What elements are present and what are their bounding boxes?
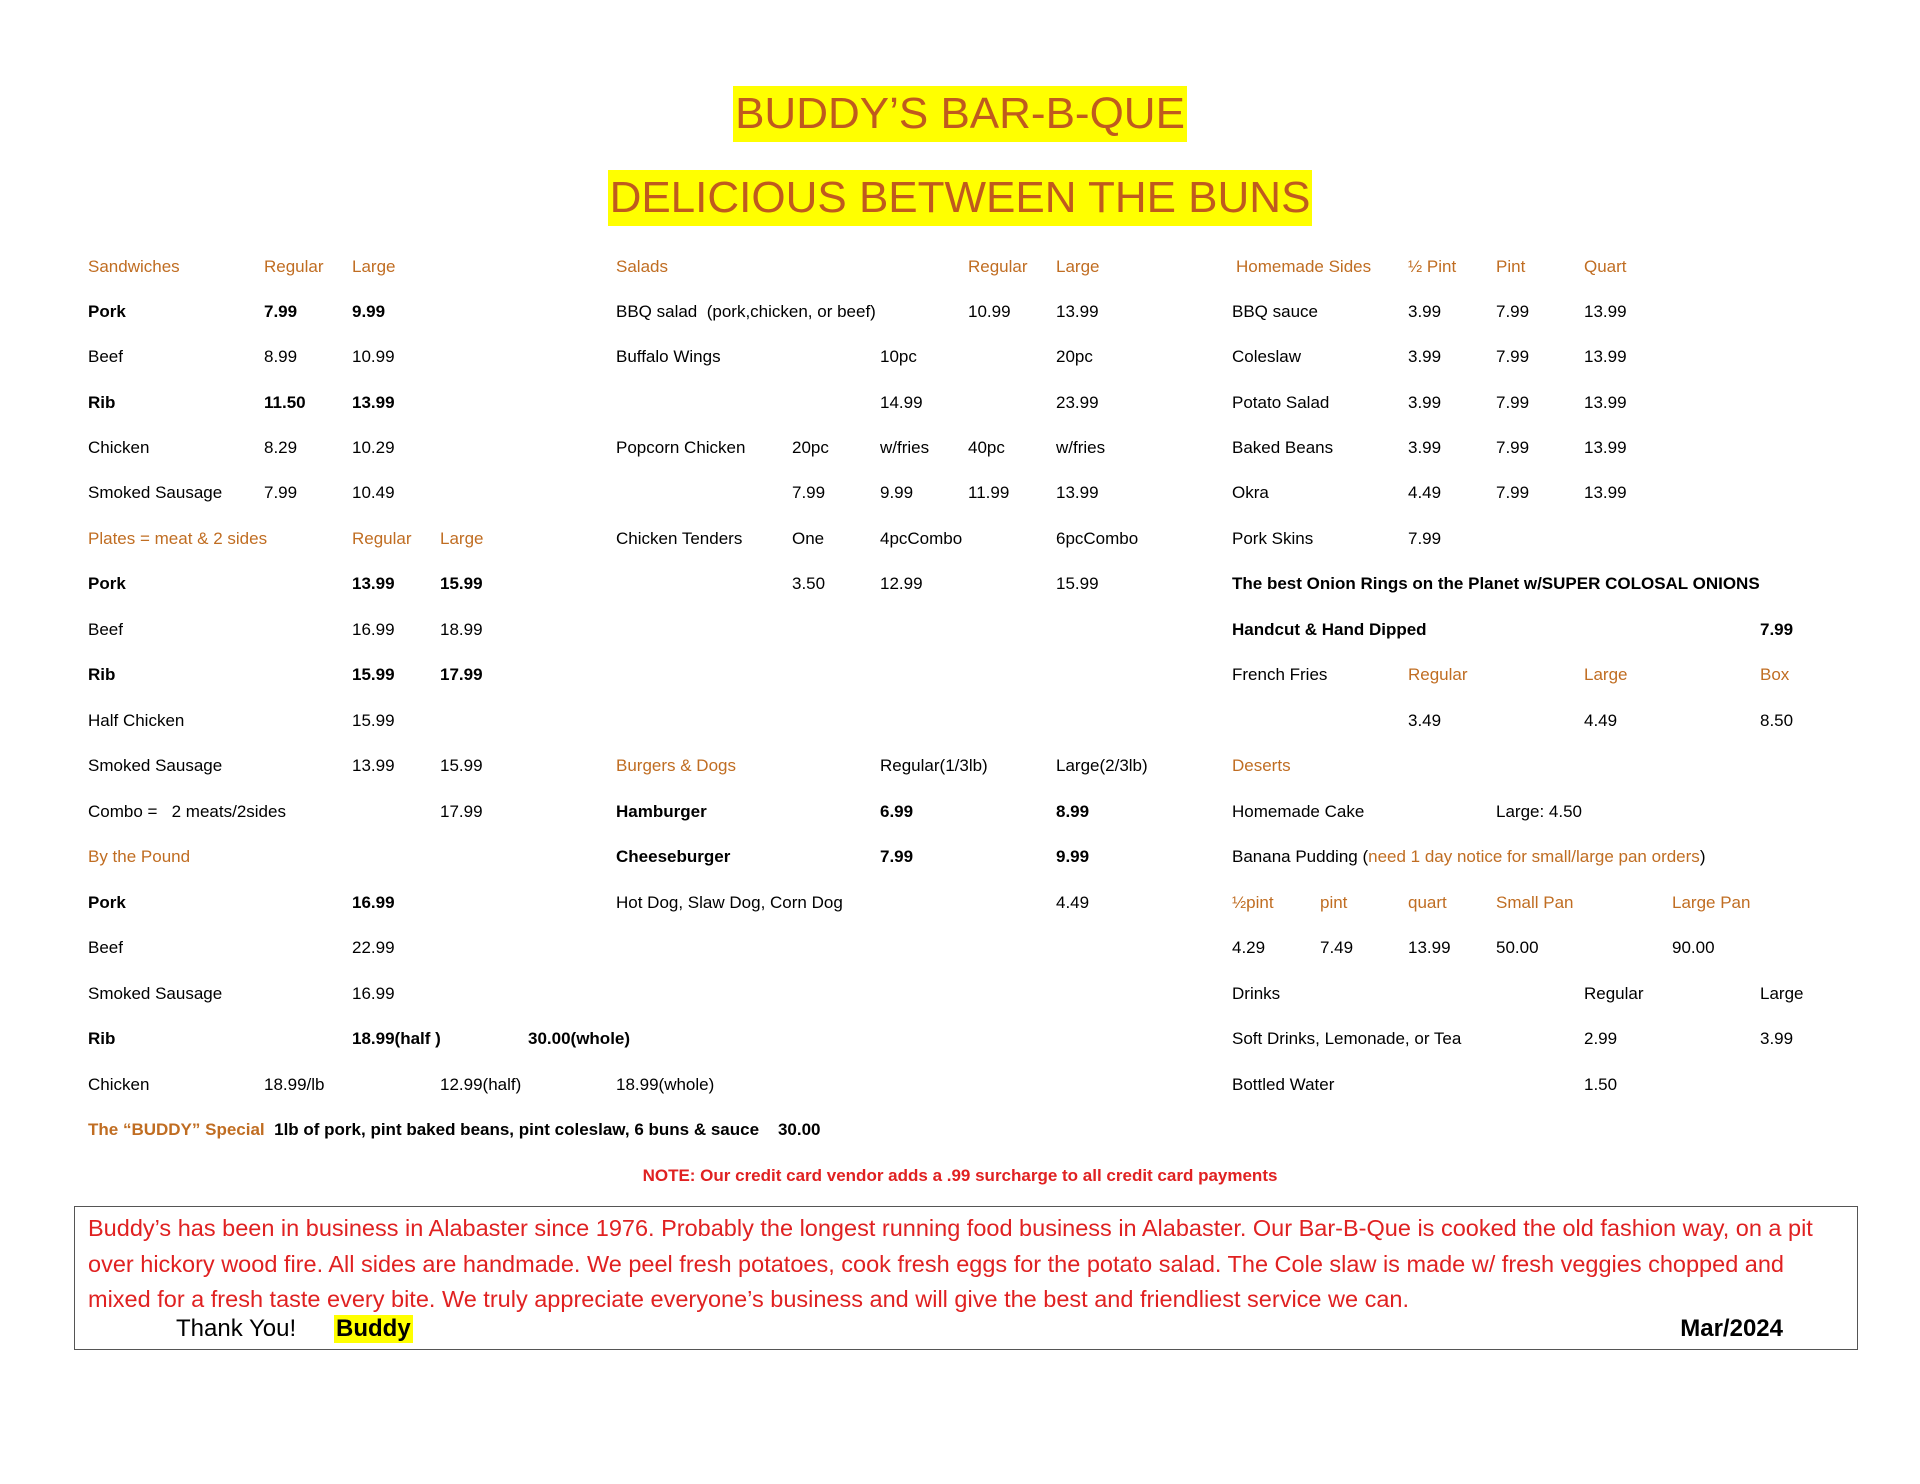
plate-name: Rib: [88, 665, 116, 684]
side-half-pint: 3.99: [1408, 393, 1442, 412]
side-pint: 7.99: [1496, 393, 1530, 412]
side-name: Baked Beans: [1232, 438, 1334, 457]
hamburger-name: Hamburger: [616, 802, 707, 821]
signature: Buddy: [336, 1315, 411, 1342]
buddy-special: [88, 1120, 821, 1140]
drinks-regular-header: Regular: [1584, 984, 1644, 1003]
plate-name: Pork: [88, 574, 126, 593]
sandwich-regular-price: 7.99: [264, 302, 298, 321]
buddy-special-text: 1lb of pork, pint baked beans, pint coleslaw, 6 buns & sauce: [274, 1120, 760, 1139]
plate-regular-price: 13.99: [352, 756, 395, 775]
side-quart: 13.99: [1584, 393, 1627, 412]
by-pound-name: Pork: [88, 893, 126, 912]
fries-regular-price: 3.49: [1408, 711, 1442, 730]
wings-size-10pc: 10pc: [880, 347, 917, 366]
pudding-size-header: Small Pan: [1496, 893, 1574, 912]
buddy-special-label: The “BUDDY” Special: [88, 1120, 265, 1139]
fries-large-price: 4.49: [1584, 711, 1618, 730]
buddy-special-price: 30.00: [777, 1120, 821, 1139]
sides-quart-header: Quart: [1584, 257, 1627, 276]
sandwich-regular-price: 11.50: [264, 393, 306, 412]
popcorn-size-header: w/fries: [880, 438, 930, 457]
by-pound-rib-name: Rib: [88, 1029, 116, 1048]
side-pint: 7.99: [1496, 438, 1530, 457]
pudding-size-header: pint: [1320, 893, 1348, 912]
tenders-size-header: 6pcCombo: [1056, 529, 1139, 548]
dogs-price: 4.49: [1056, 893, 1090, 912]
deserts-heading: Deserts: [1232, 756, 1291, 775]
banana-pudding: [1232, 847, 1705, 867]
sandwich-large-price: 9.99: [352, 302, 386, 321]
banana-pudding-note: need 1 day notice for small/large pan orders: [1368, 847, 1700, 866]
by-pound-chicken-name: Chicken: [88, 1075, 150, 1094]
sandwich-name: Pork: [88, 302, 126, 321]
wings-price-20pc: 23.99: [1056, 393, 1099, 412]
side-name: Okra: [1232, 483, 1269, 502]
side-name: Potato Salad: [1232, 393, 1330, 412]
by-pound-name: Beef: [88, 938, 123, 957]
by-pound-heading: By the Pound: [88, 847, 191, 866]
soft-drinks-name: Soft Drinks, Lemonade, or Tea: [1232, 1029, 1462, 1048]
dogs-name: Hot Dog, Slaw Dog, Corn Dog: [616, 893, 843, 912]
about-box: [74, 1206, 1858, 1350]
sandwich-large-price: 10.99: [352, 347, 395, 366]
plate-name: Half Chicken: [88, 711, 185, 730]
hamburger-large: 8.99: [1056, 802, 1090, 821]
popcorn-size-header: 40pc: [968, 438, 1005, 457]
popcorn-price: 7.99: [792, 483, 826, 502]
sandwich-regular-price: 7.99: [264, 483, 298, 502]
popcorn-price: 13.99: [1056, 483, 1099, 502]
banana-pudding-close: ): [1699, 847, 1706, 866]
by-pound-rib-whole: 30.00(whole): [528, 1029, 631, 1048]
side-name: BBQ sauce: [1232, 302, 1318, 321]
banana-pudding-name: Banana Pudding (: [1232, 847, 1369, 866]
sandwiches-heading: Sandwiches: [88, 257, 180, 276]
side-quart: 13.99: [1584, 302, 1627, 321]
credit-card-note: NOTE: Our credit card vendor adds a .99 surcharge to all credit card payments: [642, 1166, 1278, 1185]
plate-large-price: 17.99: [440, 665, 483, 684]
cheeseburger-name: Cheeseburger: [616, 847, 731, 866]
sides-heading: Homemade Sides: [1236, 257, 1372, 276]
menu-subtitle: DELICIOUS BETWEEN THE BUNS: [0, 176, 1920, 220]
wings-size-20pc: 20pc: [1056, 347, 1093, 366]
sides-half-pint-header: ½ Pint: [1408, 257, 1457, 276]
by-pound-rib-half: 18.99(half ): [352, 1029, 441, 1048]
by-pound-price: 22.99: [352, 938, 395, 957]
pudding-price: 7.49: [1320, 938, 1354, 957]
by-pound-chicken-half: 12.99(half): [440, 1075, 522, 1094]
sandwich-name: Beef: [88, 347, 123, 366]
by-pound-chicken-whole: 18.99(whole): [616, 1075, 715, 1094]
side-quart: 13.99: [1584, 347, 1627, 366]
side-pint: 7.99: [1496, 302, 1530, 321]
pudding-price: 90.00: [1672, 938, 1715, 957]
plate-regular-price: 15.99: [352, 711, 395, 730]
menu-date: Mar/2024: [1680, 1315, 1783, 1342]
plate-regular-price: 16.99: [352, 620, 395, 639]
fries-regular-header: Regular: [1408, 665, 1468, 684]
fries-large-header: Large: [1584, 665, 1628, 684]
tenders-price: 15.99: [1056, 574, 1099, 593]
plates-heading: Plates = meat & 2 sides: [88, 529, 268, 548]
pudding-price: 50.00: [1496, 938, 1539, 957]
side-quart: 13.99: [1584, 483, 1627, 502]
side-half-pint: 7.99: [1408, 529, 1442, 548]
by-pound-price: 16.99: [352, 984, 395, 1003]
fries-box-header: Box: [1760, 665, 1790, 684]
sandwich-regular-price: 8.99: [264, 347, 298, 366]
bottled-water-regular: 1.50: [1584, 1075, 1618, 1094]
pudding-size-header: Large Pan: [1672, 893, 1751, 912]
tenders-price: 3.50: [792, 574, 826, 593]
burgers-heading: Burgers & Dogs: [616, 756, 736, 775]
sandwiches-regular-header: Regular: [264, 257, 324, 276]
popcorn-price: 9.99: [880, 483, 914, 502]
plate-large-price: 15.99: [440, 756, 483, 775]
sandwich-name: Chicken: [88, 438, 150, 457]
wings-name: Buffalo Wings: [616, 347, 721, 366]
side-half-pint: 3.99: [1408, 438, 1442, 457]
plate-large-price: 17.99: [440, 802, 483, 821]
cake-name: Homemade Cake: [1232, 802, 1365, 821]
plate-name: Smoked Sausage: [88, 756, 223, 775]
side-name: Pork Skins: [1232, 529, 1314, 548]
plate-regular-price: 13.99: [352, 574, 395, 593]
tenders-price: 12.99: [880, 574, 923, 593]
sandwich-name: Smoked Sausage: [88, 483, 223, 502]
cheeseburger-large: 9.99: [1056, 847, 1090, 866]
drinks-large-header: Large: [1760, 984, 1804, 1003]
cheeseburger-regular: 7.99: [880, 847, 914, 866]
fries-box-price: 8.50: [1760, 711, 1794, 730]
burgers-regular-header: Regular(1/3lb): [880, 756, 988, 775]
popcorn-price: 11.99: [968, 483, 1010, 502]
cake-price: Large: 4.50: [1496, 802, 1583, 821]
soft-drinks-regular: 2.99: [1584, 1029, 1618, 1048]
side-name: Coleslaw: [1232, 347, 1301, 366]
tenders-size-header: One: [792, 529, 825, 548]
plate-large-price: 18.99: [440, 620, 483, 639]
salads-large-header: Large: [1056, 257, 1100, 276]
plate-name: Combo = 2 meats/2sides: [88, 802, 286, 821]
sandwich-large-price: 13.99: [352, 393, 395, 412]
pudding-size-header: quart: [1408, 893, 1447, 912]
side-pint: 7.99: [1496, 347, 1530, 366]
popcorn-size-header: 20pc: [792, 438, 829, 457]
side-quart: 13.99: [1584, 438, 1627, 457]
tenders-name: Chicken Tenders: [616, 529, 743, 548]
pudding-price: 13.99: [1408, 938, 1451, 957]
side-half-pint: 4.49: [1408, 483, 1442, 502]
wings-price-10pc: 14.99: [880, 393, 923, 412]
sandwich-large-price: 10.29: [352, 438, 395, 457]
sandwich-large-price: 10.49: [352, 483, 395, 502]
salads-regular-header: Regular: [968, 257, 1028, 276]
side-half-pint: 3.99: [1408, 347, 1442, 366]
plate-large-price: 15.99: [440, 574, 483, 593]
drinks-heading: Drinks: [1232, 984, 1281, 1003]
side-pint: 7.99: [1496, 483, 1530, 502]
bbq-salad-regular: 10.99: [968, 302, 1011, 321]
onion-rings-title: The best Onion Rings on the Planet w/SUPER COLOSAL ONIONS: [1232, 574, 1760, 593]
bbq-salad-name: BBQ salad (pork,chicken, or beef): [616, 302, 876, 321]
pudding-price: 4.29: [1232, 938, 1266, 957]
sandwich-name: Rib: [88, 393, 116, 412]
soft-drinks-large: 3.99: [1760, 1029, 1794, 1048]
bottled-water-name: Bottled Water: [1232, 1075, 1335, 1094]
menu-title: BUDDY’S BAR-B-QUE: [0, 92, 1920, 136]
thank-you-text: Thank You!: [176, 1315, 297, 1342]
by-pound-chicken-per-lb: 18.99/lb: [264, 1075, 325, 1094]
side-half-pint: 3.99: [1408, 302, 1442, 321]
fries-name: French Fries: [1232, 665, 1328, 684]
by-pound-name: Smoked Sausage: [88, 984, 223, 1003]
popcorn-chicken-name: Popcorn Chicken: [616, 438, 746, 457]
hamburger-regular: 6.99: [880, 802, 914, 821]
salads-heading: Salads: [616, 257, 668, 276]
burgers-large-header: Large(2/3lb): [1056, 756, 1148, 775]
pudding-size-header: ½pint: [1232, 893, 1274, 912]
onion-rings-price: 7.99: [1760, 620, 1794, 639]
bbq-salad-large: 13.99: [1056, 302, 1099, 321]
plate-name: Beef: [88, 620, 123, 639]
sandwich-regular-price: 8.29: [264, 438, 298, 457]
tenders-size-header: 4pcCombo: [880, 529, 963, 548]
plates-large-header: Large: [440, 529, 484, 548]
plate-regular-price: 15.99: [352, 665, 395, 684]
popcorn-size-header: w/fries: [1056, 438, 1106, 457]
onion-rings-subtitle: Handcut & Hand Dipped: [1232, 620, 1427, 639]
sides-pint-header: Pint: [1496, 257, 1526, 276]
about-text: Buddy’s has been in business in Alabaster since 1976. Probably the longest running food business in Alabaster. Our Bar-B-Que is cooked the old fashion way, on a pit over hickory wood fire. All sides are handmade. We peel fresh potatoes, cook fresh eggs for the potato salad. The Cole slaw is made w/ fresh veggies chopped and mixed for a fresh taste every bite. We truly appreciate everyone’s business and will give the best and friendliest service we can.: [88, 1215, 1813, 1312]
by-pound-price: 16.99: [352, 893, 395, 912]
plates-regular-header: Regular: [352, 529, 412, 548]
sandwiches-large-header: Large: [352, 257, 396, 276]
